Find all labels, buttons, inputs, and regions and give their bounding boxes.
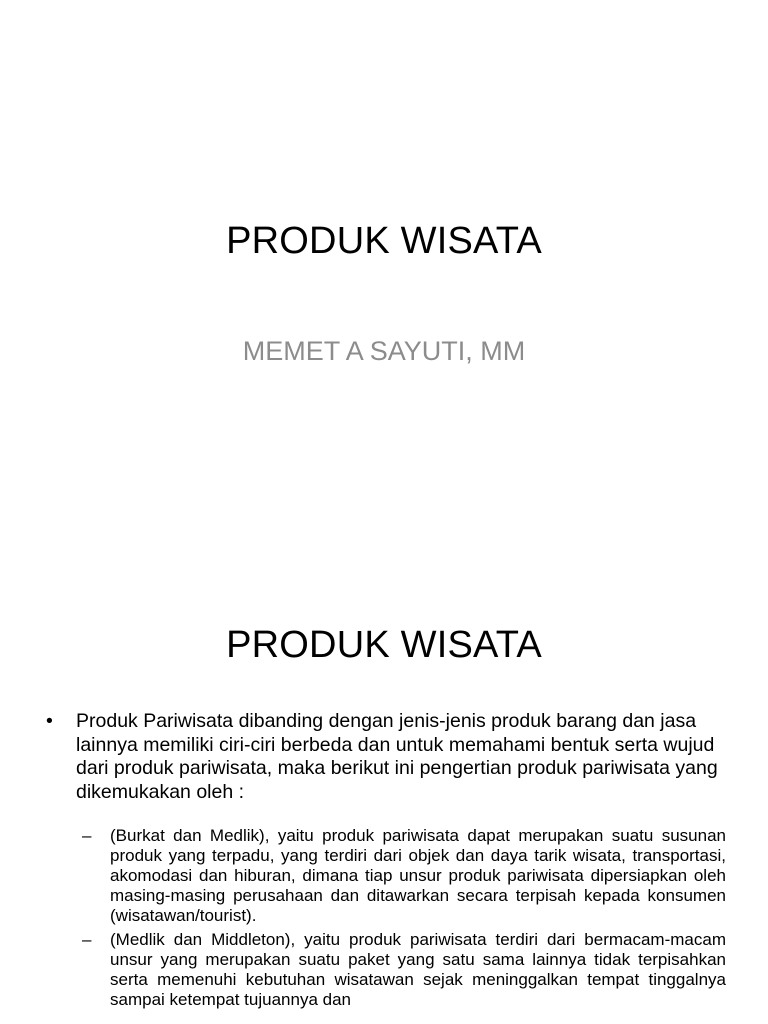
dash-marker: – xyxy=(82,930,92,949)
bullet-text: Produk Pariwisata dibanding dengan jenis-jenis produk barang dan jasa lainnya memiliki ciri-ciri berbeda dan untuk memahami bentuk serta wujud dari produk pariwisata, maka berikut ini pengertian produk pariwisata yang dikemukakan oleh : xyxy=(76,710,718,803)
slide-body xyxy=(44,710,730,1014)
slide-subtitle-author: MEMET A SAYUTI, MM xyxy=(242,336,526,366)
content-slide xyxy=(0,576,768,1024)
sub-bullet-list xyxy=(82,826,726,1010)
sub-bullet-text: (Medlik dan Middleton), yaitu produk pariwisata terdiri dari bermacam-macam unsur yang merupakan suatu paket yang satu sama lainnya tidak terpisahkan serta memenuhi kebutuhan wisatawan sejak meninggalkan tempat tinggalnya sampai ketempat tujuannya dan xyxy=(110,930,726,1009)
sub-bullet-text: (Burkat dan Medlik), yaitu produk pariwisata dapat merupakan suatu susunan produk yang terpadu, yang terdiri dari objek dan daya tarik wisata, transportasi, akomodasi dan hiburan, dimana tiap unsur produk pariwisata dipersiapkan oleh masing-masing perusahaan dan ditawarkan secara terpisah kepada konsumen (wisatawan/tourist). xyxy=(110,826,726,925)
slide-title: PRODUK WISATA xyxy=(226,624,542,666)
sub-bullet-item xyxy=(82,930,726,1010)
dash-marker: – xyxy=(82,826,92,845)
sub-bullet-item xyxy=(82,826,726,926)
slide-title: PRODUK WISATA xyxy=(226,220,542,262)
bullet-marker: • xyxy=(46,710,53,732)
bullet-item xyxy=(44,710,730,804)
